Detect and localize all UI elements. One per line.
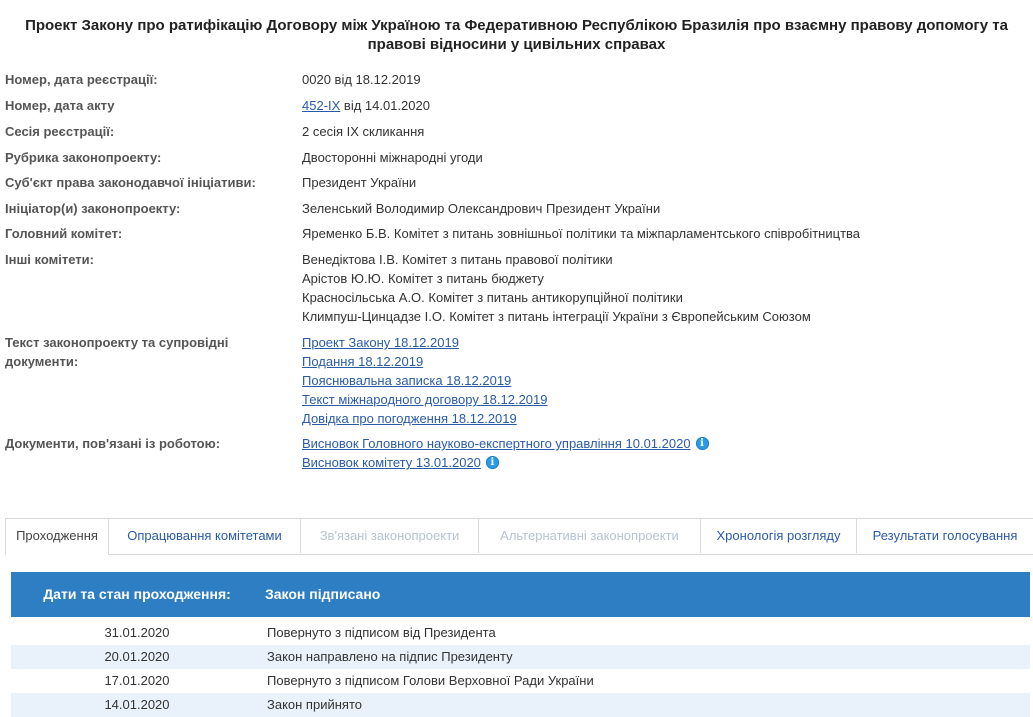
passage-history-table <box>11 621 1030 717</box>
act-number-link[interactable]: 452-IX <box>302 98 341 113</box>
history-row <box>11 645 1030 669</box>
info-row-other-committees <box>5 250 1025 333</box>
history-row <box>11 693 1030 717</box>
page-title: Проект Закону про ратифікацію Договору між Україною та Федеративною Республікою Бразилія про взаємну правову допомогу та правові відносини у цивільних справах <box>25 17 1008 53</box>
bill-info-table <box>5 70 1025 472</box>
info-row-main-committee <box>5 224 1025 250</box>
history-event: Повернуто з підписом Голови Верховної Ради України <box>267 673 594 688</box>
document-link-approval-note[interactable]: Довідка про погодження 18.12.2019 <box>302 411 517 426</box>
document-link-explanatory-note[interactable]: Пояснювальна записка 18.12.2019 <box>302 373 512 388</box>
related-label: Документи, пов'язані із роботою: <box>5 436 221 451</box>
tab-passage[interactable]: Проходження <box>5 518 109 555</box>
subject-value: Президент України <box>302 175 417 190</box>
tab-alternative-bills: Альтернативні законопроекти <box>478 518 701 553</box>
session-label: Сесія реєстрації: <box>5 124 115 139</box>
info-row-subject <box>5 173 1025 199</box>
registration-label: Номер, дата реєстрації: <box>5 72 158 87</box>
history-row <box>11 621 1030 645</box>
related-link-committee-conclusion[interactable]: Висновок комітету 13.01.2020 <box>302 455 481 470</box>
status-label: Дати та стан проходження: <box>43 586 231 602</box>
texts-list <box>302 333 1025 428</box>
related-list <box>302 434 1025 472</box>
texts-label: Текст законопроекту та супровідні документи: <box>5 335 229 369</box>
history-date: 31.01.2020 <box>104 625 170 640</box>
history-event: Закон прийнято <box>267 697 362 712</box>
info-icon[interactable]: i <box>696 437 709 450</box>
info-row-initiator <box>5 199 1025 224</box>
main-committee-label: Головний комітет: <box>5 226 123 241</box>
registration-value: 0020 від 18.12.2019 <box>302 72 421 87</box>
tab-review-chronology[interactable]: Хронологія розгляду <box>700 518 857 553</box>
other-committees-list <box>302 250 1025 326</box>
status-value: Закон підписано <box>265 586 381 602</box>
status-header <box>11 572 1030 617</box>
info-row-rubric <box>5 148 1025 173</box>
other-committee-item: Венедіктова І.В. Комітет з питань правової політики <box>302 252 613 267</box>
rubric-value: Двосторонні міжнародні угоди <box>302 150 483 165</box>
act-date: від 14.01.2020 <box>340 98 430 113</box>
tab-linked-bills: Зв'язані законопроекти <box>300 518 479 553</box>
related-link-expert-conclusion[interactable]: Висновок Головного науково-експертного управління 10.01.2020 <box>302 436 691 451</box>
act-value <box>302 96 1025 115</box>
subject-label: Суб'єкт права законодавчої ініціативи: <box>5 175 256 190</box>
document-link-bill[interactable]: Проект Закону 18.12.2019 <box>302 335 459 350</box>
history-date: 14.01.2020 <box>104 697 170 712</box>
history-date: 20.01.2020 <box>104 649 170 664</box>
info-row-registration <box>5 70 1025 96</box>
main-committee-value: Яременко Б.В. Комітет з питань зовнішньої політики та міжпарламентського співробітництва <box>302 226 861 241</box>
info-row-act <box>5 96 1025 122</box>
bill-tabs <box>5 518 1033 555</box>
tab-voting-results[interactable]: Результати голосування <box>856 518 1033 553</box>
document-link-submission[interactable]: Подання 18.12.2019 <box>302 354 424 369</box>
info-icon[interactable]: i <box>486 456 499 469</box>
history-event: Повернуто з підписом від Президента <box>267 625 496 640</box>
info-row-texts <box>5 333 1025 434</box>
history-date: 17.01.2020 <box>104 673 170 688</box>
other-committee-item: Арістов Ю.Ю. Комітет з питань бюджету <box>302 271 544 286</box>
session-value: 2 сесія IX скликання <box>302 124 425 139</box>
other-committees-label: Інші комітети: <box>5 252 94 267</box>
rubric-label: Рубрика законопроекту: <box>5 150 162 165</box>
history-event: Закон направлено на підпис Президенту <box>267 649 513 664</box>
other-committee-item: Климпуш-Цинцадзе І.О. Комітет з питань інтеграції України з Європейським Союзом <box>302 309 811 324</box>
other-committee-item: Красносільська А.О. Комітет з питань антикорупційної політики <box>302 290 683 305</box>
tab-committee-processing[interactable]: Опрацювання комітетами <box>108 518 301 553</box>
initiator-label: Ініціатор(и) законопроекту: <box>5 201 181 216</box>
history-row <box>11 669 1030 693</box>
info-row-related <box>5 434 1025 472</box>
initiator-value: Зеленський Володимир Олександрович Президент України <box>302 201 661 216</box>
act-label: Номер, дата акту <box>5 98 115 113</box>
document-link-treaty-text[interactable]: Текст міжнародного договору 18.12.2019 <box>302 392 548 407</box>
info-row-session <box>5 122 1025 148</box>
